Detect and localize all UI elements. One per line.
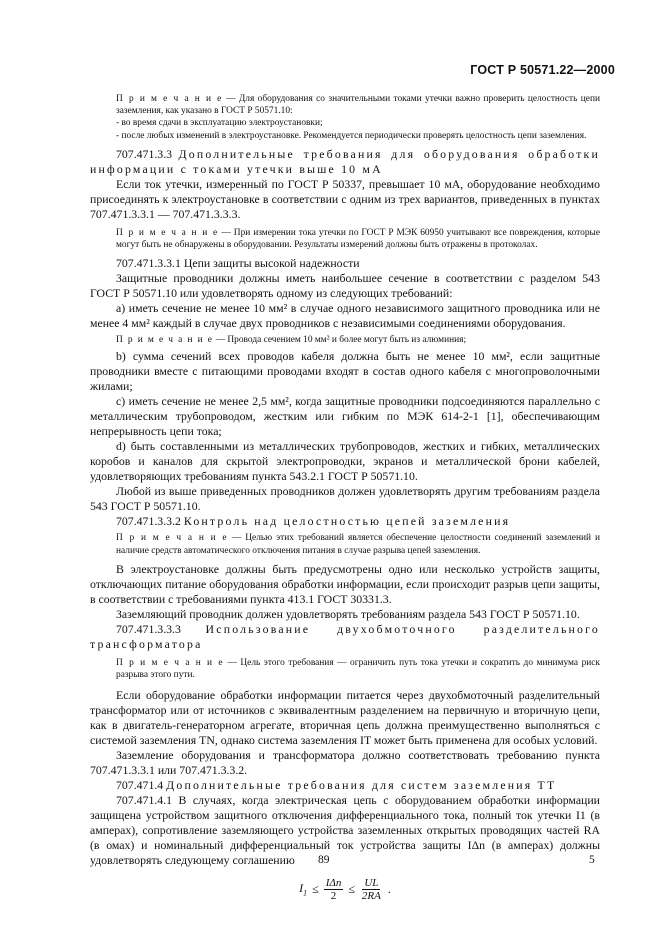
paragraph: Заземляющий проводник должен удовлетворять требованиям раздела 543 ГОСТ Р 50571.10.	[116, 606, 580, 621]
note-label: П р и м е ч а н и е	[116, 657, 224, 668]
note-4	[90, 532, 600, 556]
note-3	[90, 334, 600, 346]
note-text: — Для оборудования со значительными токами утечки важно проверить целостность цепи заземления, как указано в ГОСТ Р 50571.10:	[116, 94, 600, 117]
paragraph: Любой из выше приведенных проводников должен удовлетворять другим требованиям раздела 543 ГОСТ Р 50571.10.	[90, 484, 600, 514]
formula	[90, 874, 600, 904]
note-label: П р и м е ч а н и е	[116, 94, 223, 104]
formula-fraction-1	[324, 877, 344, 902]
note-text: — Цель этого требования — ограничить путь тока утечки и сократить до минимума риск разрыва этого пути.	[116, 657, 600, 681]
note-label: П р и м е ч а н и е	[116, 533, 228, 544]
section-number: 707.471.3.3.3	[116, 621, 206, 636]
list-item-d: d) быть составленными из металлических трубопроводов, жестких и гибких, металлических коробов и каналов для скрытой электропроводки, экранов и металлической брони кабелей, удовлетворяющих требованиям пункта 543.2.1 ГОСТ Р 50571.10.	[90, 439, 600, 484]
section-title: Дополнительные требования для систем заземления ТТ	[166, 778, 557, 793]
list-item-c: с) иметь сечение не менее 2,5 мм², когда защитные проводники подсоединяются параллельно с металлическим трубопроводом, жестким или гибким по МЭК 614-2-1 [1], обеспечивающим непрерывность цепи тока;	[90, 394, 600, 439]
note-text: — При измерении тока утечки по ГОСТ Р МЭК 60950 учитывают все повреждения, которые могут быть не обнаружены в оборудовании. Результаты измерений должны быть отражены в протоколах.	[116, 227, 600, 251]
fraction-denominator: 2RA	[361, 889, 381, 902]
section-number: 707.471.3.3.2	[116, 514, 184, 529]
section-heading-3-3-1: 707.471.3.3.1 Цепи защиты высокой надежности	[116, 256, 360, 271]
section-title: Использование двухобмоточного разделительного трансформатора	[90, 621, 600, 651]
section-heading-3-3-3	[90, 622, 600, 652]
page-number-right: 5	[589, 854, 595, 866]
note-1	[90, 93, 600, 117]
list-item-b: b) сумма сечений всех проводов кабеля должна быть не менее 10 мм², если защитные проводники вместе с питающими проводами входят в состав одного кабеля с многопроволочными жилами;	[90, 349, 600, 394]
fraction-denominator: 2	[330, 889, 337, 902]
paragraph: 707.471.4.1 В случаях, когда электрическая цепь с оборудованием обработки информации защищена устройством защитного отключения дифференциального тока, полный ток утечки I1 (в амперах), сопротивление заземляющего устройства заземленных открытых проводящих частей RA (в омах) и номинальный дифференциальный ток устройства защиты IΔn (в амперах) должны удовлетворять следующему соглашению	[90, 793, 600, 868]
note-5	[90, 657, 600, 681]
section-title: Дополнительные требования для оборудования обработки информации с токами утечки выше 10 мА	[90, 146, 601, 176]
note-1-bullet-2: - после любых изменений в электроустановке. Рекомендуется периодически проверять целостность цепи заземления.	[116, 130, 587, 141]
section-heading-4	[90, 778, 600, 793]
page-content	[90, 93, 600, 904]
paragraph: Если ток утечки, измеренный по ГОСТ Р 50337, превышает 10 мА, оборудование необходимо присоединять к электроустановке в соответствии с одним из трех вариантов, приведенных в пунктах 707.471.3.3.1 — 707.471.3.3.3.	[90, 176, 600, 221]
formula-fraction-2	[360, 877, 383, 902]
note-1-bullet-1: - во время сдачи в эксплуатацию электроустановки;	[116, 118, 323, 129]
note-label: П р и м е ч а н и е	[116, 227, 219, 238]
formula-lhs: $I_1$	[299, 881, 308, 898]
note-label: П р и м е ч а н и е	[116, 335, 214, 346]
paragraph: Если оборудование обработки информации питается через двухобмоточный разделительный трансформатор или от источников с эквивалентным разделением на первичную и вторичную цепи, как в двигатель-генераторном агрегате, вторичная цепь должна преимущественно выполняться с системой заземления TN, однако система заземления IT может быть применена для особых условий.	[90, 688, 600, 748]
fraction-numerator: IΔn	[325, 876, 342, 889]
formula-end: .	[387, 881, 391, 896]
document-code: ГОСТ Р 50571.22—2000	[470, 63, 615, 77]
section-number: 707.471.3.3	[116, 146, 179, 161]
paragraph: Защитные проводники должны иметь наибольшее сечение в соответствии с разделом 543 ГОСТ Р 50571.10 или удовлетворять одному из следующих требований:	[90, 271, 600, 301]
section-heading-3-3	[90, 147, 600, 177]
list-item-a: а) иметь сечение не менее 10 мм² в случае одного независимого защитного проводника или не менее 4 мм² каждый в случае двух проводников с независимыми соединениями оборудования.	[90, 301, 600, 331]
fraction-numerator: UL	[364, 876, 379, 889]
page-number-center: 89	[318, 854, 330, 866]
section-heading-3-3-2	[90, 514, 600, 529]
paragraph: В электроустановке должны быть предусмотрены одно или несколько устройств защиты, отключающих питание оборудования обработки информации, если происходит разрыв цепи защиты, в соответствии с требованиями пункта 413.1 ГОСТ 30331.3.	[90, 561, 600, 606]
note-text: — Целью этих требований является обеспечение целостности соединений заземлений и наличие средств автоматического отключения питания в случае разрыва цепей заземления.	[116, 533, 600, 556]
section-title: Контроль над целостностью цепей заземления	[183, 514, 511, 529]
section-number: 707.471.4	[116, 778, 167, 793]
note-text: — Провода сечением 10 мм² и более могут быть из алюминия;	[213, 335, 467, 346]
formula-le-2: ≤	[348, 881, 355, 896]
paragraph: Заземление оборудования и трансформатора должно соответствовать требованию пункта 707.471.3.3.1 или 707.471.3.3.2.	[90, 748, 600, 778]
note-2	[90, 227, 600, 251]
formula-le-1: ≤	[312, 881, 319, 896]
